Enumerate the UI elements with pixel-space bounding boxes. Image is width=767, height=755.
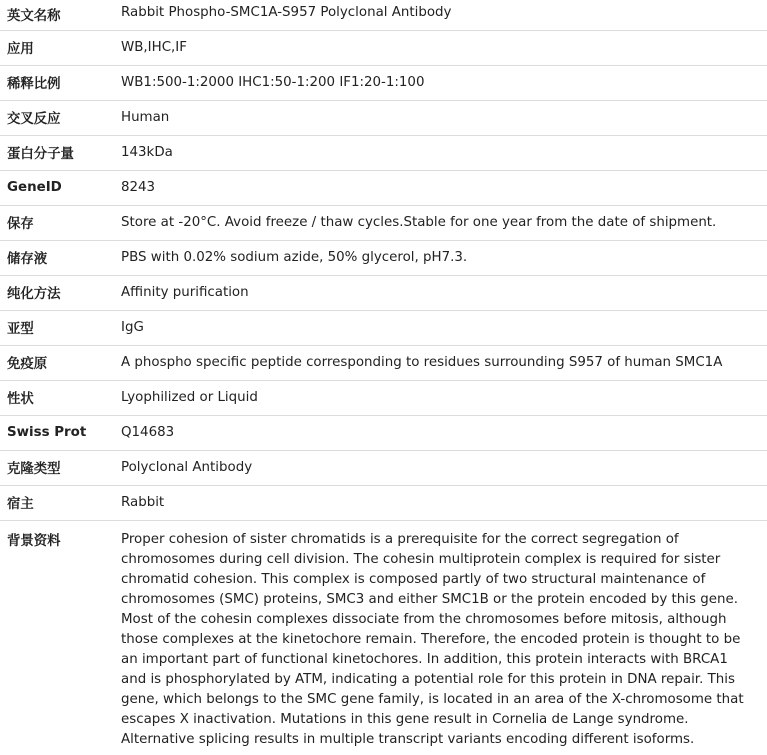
spec-label: GeneID [0,170,120,205]
spec-value: Rabbit [120,485,767,520]
spec-label: 储存液 [0,240,120,275]
spec-value: Q14683 [120,415,767,450]
background-text-line: Alternative splicing results in multiple transcript variants encoding different isoforms. [121,731,695,747]
background-text [120,520,767,750]
spec-value: Human [120,100,767,135]
background-text-line: chromatid cohesion. This complex is composed partly of two structural maintenance of [121,571,706,587]
spec-value: WB,IHC,IF [120,30,767,65]
spec-row [0,170,767,205]
spec-value: IgG [120,310,767,345]
spec-label: 亚型 [0,310,120,345]
spec-label: 免疫原 [0,345,120,380]
spec-value: WB1:500-1:2000 IHC1:50-1:200 IF1:20-1:100 [120,65,767,100]
background-text-line: those complexes at the kinetochore remain. Therefore, the encoded protein is thought to be [121,631,741,647]
spec-label: 稀释比例 [0,65,120,100]
background-text-line: chromosomes (SMC) proteins, SMC3 and either SMC1B or the protein encoded by this gene. [121,591,738,607]
background-text-line: Proper cohesion of sister chromatids is a prerequisite for the correct segregation of [121,531,679,547]
spec-row [0,450,767,485]
spec-row [0,485,767,520]
spec-value: PBS with 0.02% sodium azide, 50% glycerol, pH7.3. [120,240,767,275]
spec-row [0,30,767,65]
spec-value: Rabbit Phospho-SMC1A-S957 Polyclonal Antibody [120,0,767,30]
spec-label: 应用 [0,30,120,65]
spec-label: 性状 [0,380,120,415]
spec-row-background [0,520,767,750]
spec-label: 克隆类型 [0,450,120,485]
spec-value: A phospho specific peptide corresponding to residues surrounding S957 of human SMC1A [120,345,767,380]
spec-row [0,310,767,345]
spec-value: Lyophilized or Liquid [120,380,767,415]
spec-row [0,345,767,380]
background-text-line: chromosomes during cell division. The cohesin multiprotein complex is required for sister [121,551,721,567]
background-text-line: and is phosphorylated by ATM, indicating a potential role for this protein in DNA repair. This [121,671,735,687]
spec-value: Affinity purification [120,275,767,310]
spec-label: Swiss Prot [0,415,120,450]
spec-label: 纯化方法 [0,275,120,310]
background-text-line: gene, which belongs to the SMC gene family, is located in an area of the X-chromosome that [121,691,744,707]
spec-row [0,0,767,30]
spec-row [0,275,767,310]
spec-label: 保存 [0,205,120,240]
background-text-line: escapes X inactivation. Mutations in this gene result in Cornelia de Lange syndrome. [121,711,689,727]
spec-label: 蛋白分子量 [0,135,120,170]
spec-row [0,135,767,170]
spec-value: Store at -20°C. Avoid freeze / thaw cycles.Stable for one year from the date of shipment. [120,205,767,240]
spec-value: Polyclonal Antibody [120,450,767,485]
spec-row [0,380,767,415]
spec-row [0,100,767,135]
background-text-line: Most of the cohesin complexes dissociate from the chromosomes before mitosis, although [121,611,727,627]
spec-value: 8243 [120,170,767,205]
spec-value: 143kDa [120,135,767,170]
spec-label: 背景资料 [7,533,61,549]
spec-label: 英文名称 [0,0,120,30]
spec-row [0,205,767,240]
spec-label: 交叉反应 [0,100,120,135]
spec-row [0,240,767,275]
spec-label: 宿主 [0,485,120,520]
spec-row [0,415,767,450]
spec-row [0,65,767,100]
background-text-line: an important part of functional kinetochores. In addition, this protein interacts with BRCA1 [121,651,728,667]
